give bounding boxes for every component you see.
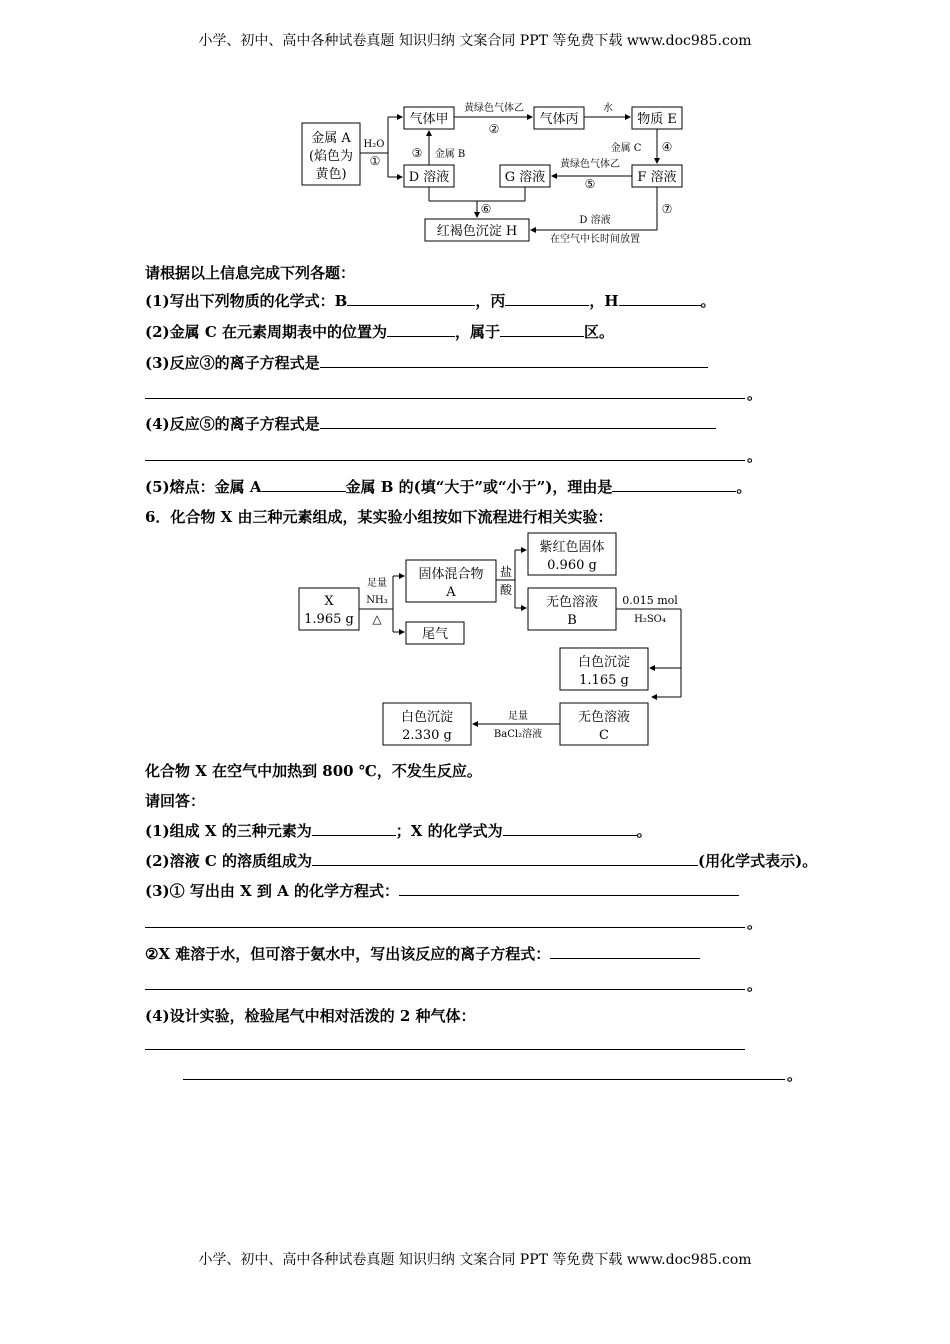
enough-top: 足量 — [367, 578, 387, 589]
air-long-label: 在空气中长时间放置 — [550, 234, 640, 245]
enough-bottom: 足量 — [508, 711, 528, 722]
white-precip-1-mass: 1.165 g — [579, 673, 629, 688]
q2-b: ，属于 — [455, 323, 501, 341]
c2: ② — [488, 122, 500, 136]
q5-end: 。 — [736, 478, 752, 496]
q5-a: (5)熔点：金属 A — [145, 478, 262, 496]
q4 — [145, 413, 716, 434]
q6-1-blank-formula[interactable] — [503, 821, 637, 836]
q5-b: 金属 B 的(填“大于”或“小于”)，理由是 — [345, 478, 613, 496]
q6-2-a: (2)溶液 C 的溶质组成为 — [145, 852, 313, 870]
mol-label: 0.015 mol — [622, 594, 678, 607]
hcl-2: 酸 — [499, 583, 513, 597]
white-precip-2-mass: 2.330 g — [402, 728, 452, 743]
q6-3a — [145, 880, 739, 901]
q6-3b-a: ②X 难溶于水，但可溶于氨水中，写出该反应的离子方程式： — [145, 945, 551, 963]
metal-a-l2: (焰色为 — [308, 149, 354, 164]
q6-3a-end: 。 — [747, 914, 763, 932]
metal-a-l3: 黄色) — [315, 167, 347, 182]
q3-end: 。 — [747, 385, 763, 403]
metal-b-label: 金属 B — [434, 149, 466, 160]
yellow-green-mid: 黄绿色气体乙 — [560, 159, 620, 170]
q6-2 — [145, 850, 817, 871]
q6-3b-blank-1[interactable] — [550, 944, 700, 959]
colorless-c-label: C — [599, 728, 609, 743]
red-brown-h: 红褐色沉淀 H — [436, 224, 518, 239]
q5 — [145, 476, 751, 497]
hcl-1: 盐 — [499, 565, 513, 579]
q4-blank-1[interactable] — [320, 414, 716, 429]
c6: ⑥ — [480, 202, 492, 216]
q1-blank-b[interactable] — [347, 291, 475, 306]
solid-mix-a: A — [446, 585, 456, 600]
q1-c: ，H — [589, 292, 619, 310]
q6-2-b: (用化学式表示)。 — [698, 852, 818, 870]
substance-e: 物质 E — [637, 112, 677, 127]
q6-4: (4)设计实验，检验尾气中相对活泼的 2 种气体： — [145, 1007, 476, 1025]
q6-3b-blank-2[interactable] — [145, 989, 745, 990]
c5: ⑤ — [584, 177, 596, 191]
q5-blank-cmp[interactable] — [262, 477, 346, 492]
d-sol-label: D 溶液 — [579, 215, 611, 226]
q1 — [145, 290, 716, 311]
c3: ③ — [411, 146, 423, 160]
q6-4-blank-2[interactable] — [183, 1079, 785, 1080]
q2-blank-area[interactable] — [500, 322, 584, 337]
q3-a: (3)反应③的离子方程式是 — [145, 354, 320, 372]
q6-4-blank-1[interactable] — [145, 1049, 745, 1050]
colorless-c: 无色溶液 — [577, 710, 631, 725]
colorless-b: 无色溶液 — [545, 595, 599, 610]
q1-blank-bing[interactable] — [505, 291, 589, 306]
yellow-green-top: 黄绿色气体乙 — [464, 103, 524, 114]
q6-4-end: 。 — [787, 1066, 803, 1084]
problem-6: 6．化合物 X 由三种元素组成，某实验小组按如下流程进行相关实验： — [145, 508, 613, 526]
sol-f: F 溶液 — [637, 170, 677, 185]
c4: ④ — [661, 140, 673, 154]
p6-note: 化合物 X 在空气中加热到 800 ℃，不发生反应。 — [145, 762, 482, 780]
white-precip-1: 白色沉淀 — [577, 655, 631, 670]
q1-end: 。 — [700, 292, 716, 310]
q2-a: (2)金属 C 在元素周期表中的位置为 — [145, 323, 388, 341]
q6-3b-end: 。 — [747, 976, 763, 994]
metal-c-label: 金属 C — [610, 143, 642, 154]
x-mass: 1.965 g — [304, 612, 354, 627]
q2 — [145, 321, 614, 342]
page-footer: 小学、初中、高中各种试卷真题 知识归纳 文案合同 PPT 等免费下载 www.doc985.com — [198, 1252, 752, 1268]
h2o-label: H₂O — [363, 139, 385, 150]
sol-d: D 溶液 — [408, 170, 450, 185]
solid-mix: 固体混合物 — [418, 567, 484, 582]
white-precip-2: 白色沉淀 — [400, 710, 454, 725]
gas-jia: 气体甲 — [409, 112, 449, 127]
q6-1 — [145, 820, 652, 841]
q6-3a-a: (3)① 写出由 X 到 A 的化学方程式： — [145, 882, 400, 900]
q5-blank-reason[interactable] — [612, 477, 736, 492]
bacl2-label: BaCl₂溶液 — [493, 729, 543, 740]
q1-a: (1)写出下列物质的化学式：B — [145, 292, 348, 310]
tail-gas: 尾气 — [421, 627, 449, 642]
c7: ⑦ — [661, 202, 673, 216]
reaction-diagram-1 — [290, 95, 710, 255]
q6-3a-blank-2[interactable] — [145, 927, 745, 928]
x-label: X — [324, 594, 334, 609]
q2-blank-pos[interactable] — [387, 322, 455, 337]
gas-bing: 气体丙 — [539, 112, 579, 127]
sol-g: G 溶液 — [504, 170, 546, 185]
c1: ① — [369, 154, 381, 168]
purple-solid: 紫红色固体 — [539, 540, 605, 555]
q3 — [145, 352, 708, 373]
q6-2-blank[interactable] — [312, 851, 698, 866]
q6-3b — [145, 943, 700, 964]
q4-end: 。 — [747, 447, 763, 465]
q6-1-a: (1)组成 X 的三种元素为 — [145, 822, 312, 840]
h2so4-label: H₂SO₄ — [634, 614, 666, 625]
q3-blank-2[interactable] — [145, 398, 745, 399]
colorless-b-label: B — [567, 613, 577, 628]
q1-b: ，丙 — [475, 292, 506, 310]
metal-a-l1: 金属 A — [311, 131, 351, 146]
page-header: 小学、初中、高中各种试卷真题 知识归纳 文案合同 PPT 等免费下载 www.doc985.com — [198, 33, 752, 49]
q2-c: 区。 — [584, 323, 615, 341]
q4-blank-2[interactable] — [145, 460, 745, 461]
q6-1-blank-elements[interactable] — [312, 821, 396, 836]
q6-1-end: 。 — [636, 822, 652, 840]
experiment-flow-diagram — [290, 530, 710, 752]
water-label: 水 — [603, 103, 613, 114]
q1-blank-h[interactable] — [619, 291, 701, 306]
q6-3a-blank-1[interactable] — [399, 881, 739, 896]
q6-1-b: ；X 的化学式为 — [395, 822, 503, 840]
q-intro: 请根据以上信息完成下列各题： — [145, 264, 356, 282]
q3-blank-1[interactable] — [320, 353, 708, 368]
q4-a: (4)反应⑤的离子方程式是 — [145, 415, 320, 433]
purple-mass: 0.960 g — [547, 558, 597, 573]
heat-symbol: △ — [372, 612, 382, 626]
p6-ask: 请回答： — [145, 792, 206, 810]
nh3-label: NH₃ — [366, 595, 388, 606]
